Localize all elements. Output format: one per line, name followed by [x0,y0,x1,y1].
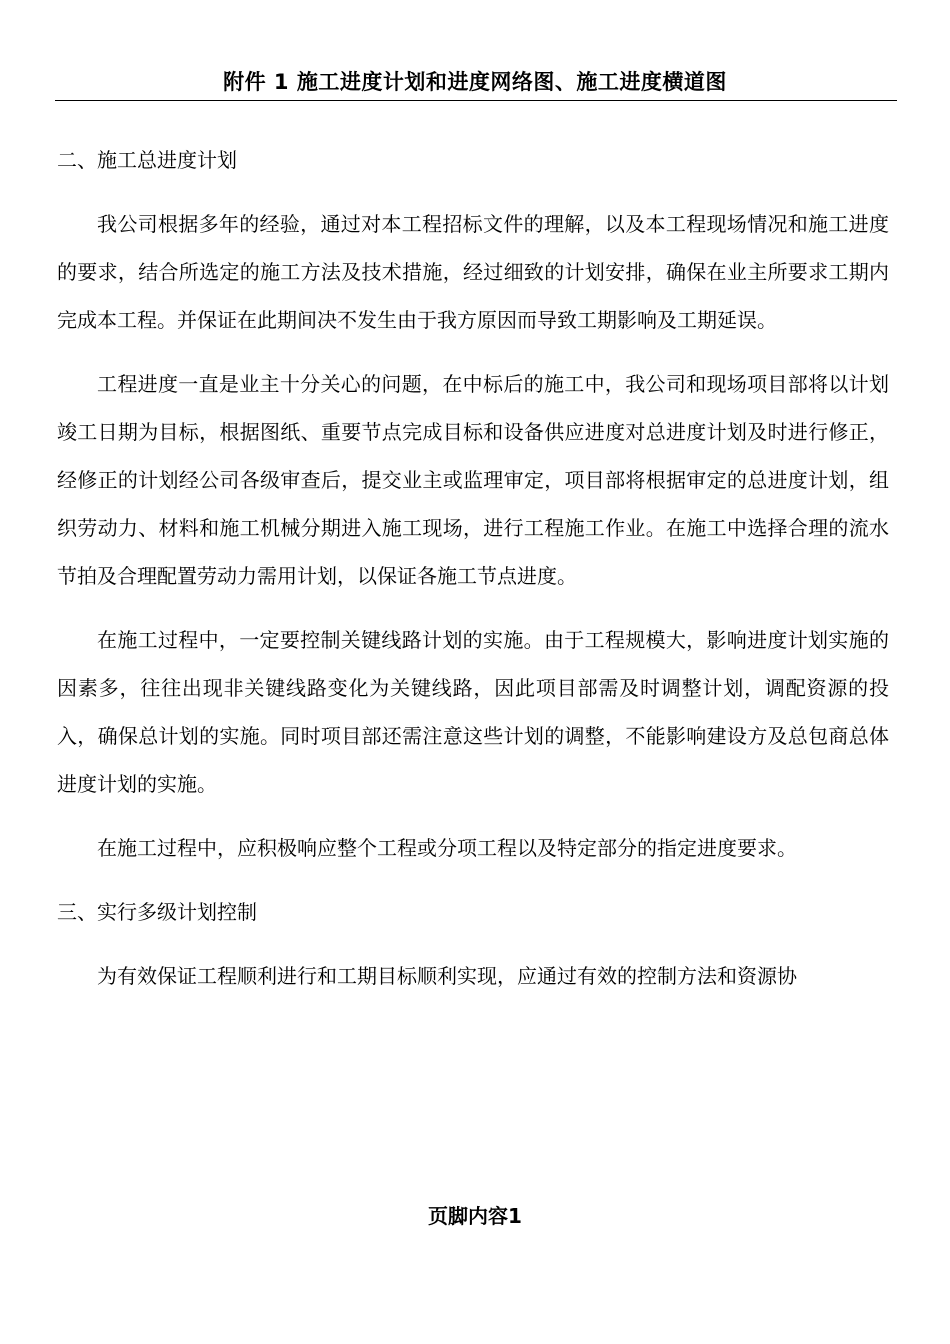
page-footer: 页脚内容1 [428,1204,522,1228]
header-divider [55,100,897,101]
paragraph-5: 为有效保证工程顺利进行和工期目标顺利实现，应通过有效的控制方法和资源协 [97,964,797,988]
paragraph-3: 在施工过程中，一定要控制关键线路计划的实施。由于工程规模大，影响进度计划实施的因素多，往往出现非关键线路变化为关键线路，因此项目部需及时调整计划，调配资源的投入，确保总计划的实施。同时项目部还需注意这些计划的调整，不能影响建设方及总包商总体进度计划的实施。 [57,628,889,796]
page-header-title: 附件 1 施工进度计划和进度网络图、施工进度横道图 [223,70,727,94]
paragraph-4: 在施工过程中，应积极响应整个工程或分项工程以及特定部分的指定进度要求。 [97,836,797,860]
document-body [57,136,889,1016]
paragraph-1: 我公司根据多年的经验，通过对本工程招标文件的理解，以及本工程现场情况和施工进度的要求，结合所选定的施工方法及技术措施，经过细致的计划安排，确保在业主所要求工期内完成本工程。并保证在此期间决不发生由于我方原因而导致工期影响及工期延误。 [57,212,889,332]
paragraph-2: 工程进度一直是业主十分关心的问题，在中标后的施工中，我公司和现场项目部将以计划竣工日期为目标，根据图纸、重要节点完成目标和设备供应进度对总进度计划及时进行修正，经修正的计划经公司各级审查后，提交业主或监理审定，项目部将根据审定的总进度计划，组织劳动力、材料和施工机械分期进入施工现场，进行工程施工作业。在施工中选择合理的流水节拍及合理配置劳动力需用计划，以保证各施工节点进度。 [57,372,889,588]
section-heading-multilevel-control: 三、实行多级计划控制 [57,900,257,924]
section-heading-schedule: 二、施工总进度计划 [57,148,237,172]
